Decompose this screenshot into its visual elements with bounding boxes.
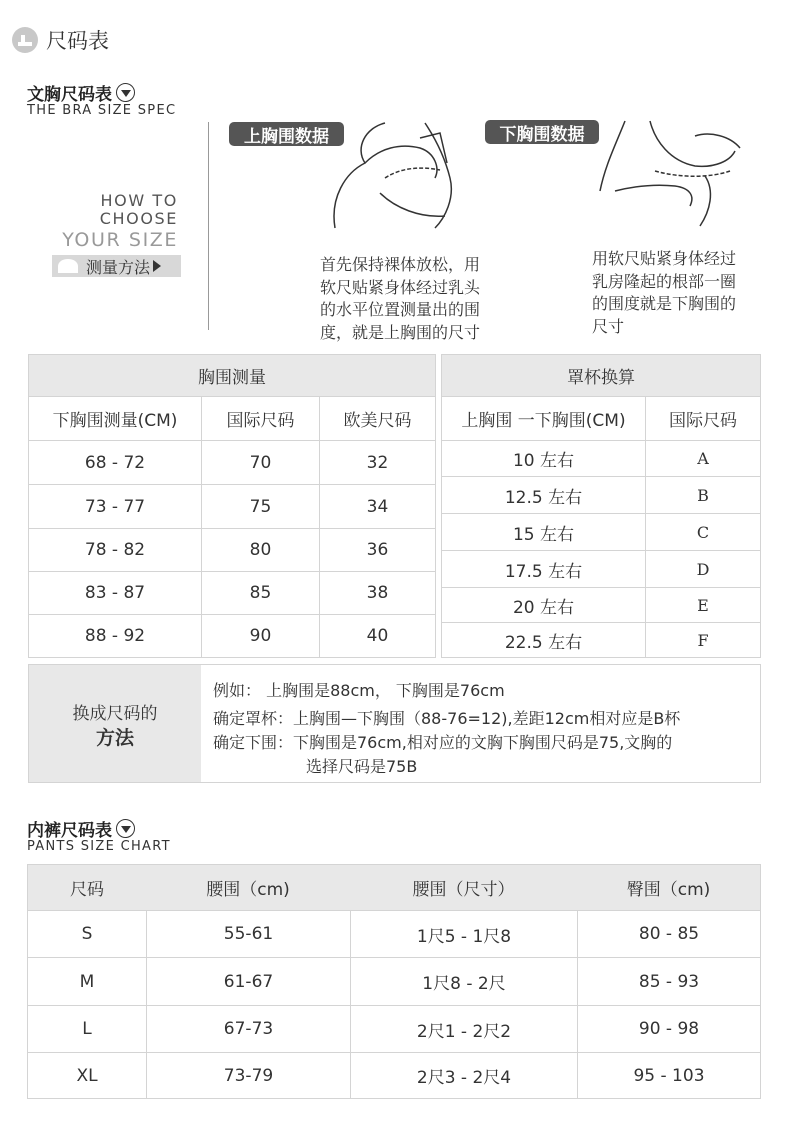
method-line: 例如： 上胸围是88cm， 下胸围是76cm: [213, 681, 505, 700]
table-cell: 38: [366, 583, 389, 603]
table-cell: 32: [366, 452, 389, 473]
cup-table-title: 罩杯换算: [442, 355, 760, 396]
method-label-line-1: 换成尺码的: [72, 704, 158, 724]
table-cell: 12.5 左右: [504, 487, 583, 508]
lower-desc-line: 的围度就是下胸围的: [592, 294, 737, 313]
bust-table-title: 胸围测量: [29, 355, 435, 396]
table-cell: 85: [249, 583, 272, 603]
table-cell: 90: [249, 626, 272, 646]
pants-section-title-text: 内裤尺码表: [27, 821, 112, 841]
table-cell: 83 - 87: [84, 583, 146, 603]
upper-desc-line: 软尺贴紧身体经过乳头: [320, 277, 481, 297]
table-cell: 73 - 77: [84, 496, 146, 517]
table-cell: 40: [366, 626, 389, 646]
bra-section-title-text: 文胸尺码表: [27, 85, 112, 105]
table-cell: 2尺1 - 2尺2: [416, 1021, 512, 1042]
cup-table: [441, 354, 761, 658]
pants-section-subtitle: PANTS SIZE CHART: [27, 839, 171, 854]
bra-section-title: [27, 80, 135, 105]
bust-table-header: 下胸围测量(CM): [52, 411, 178, 431]
pants-table-header: 腰围（尺寸）: [412, 880, 515, 900]
pants-table-header: 臀围（cm): [626, 880, 711, 900]
table-cell: 95 - 103: [633, 1065, 705, 1086]
upper-desc-line: 首先保持裸体放松，用: [320, 255, 481, 274]
measure-method-label: 测量方法: [86, 257, 151, 277]
table-cell: F: [697, 630, 709, 650]
bust-table-header: 国际尺码: [226, 411, 295, 431]
lower-bust-description: [592, 248, 736, 338]
upper-bust-label: 上胸围数据: [229, 122, 344, 146]
page-header: [12, 26, 109, 54]
table-cell: 80: [249, 540, 272, 560]
table-cell: 2尺3 - 2尺4: [416, 1068, 512, 1088]
lower-desc-line: 用软尺贴紧身体经过: [592, 249, 737, 268]
method-label-line-2: 方法: [95, 727, 134, 749]
bra-section-subtitle: THE BRA SIZE SPEC: [27, 103, 177, 118]
lower-desc-line: 乳房隆起的根部一圈: [592, 271, 737, 291]
table-cell: 90 - 98: [638, 1019, 700, 1039]
method-line: 确定下围：下胸围是76cm,相对应的文胸下胸围尺码是75,文胸的: [213, 733, 673, 752]
chevron-down-icon: [116, 83, 135, 102]
bust-table-header: 欧美尺码: [343, 411, 412, 431]
table-cell: 61-67: [223, 971, 274, 992]
lower-bust-figure: [595, 116, 765, 231]
table-cell: D: [696, 559, 710, 579]
table-cell: S: [81, 924, 93, 944]
method-box: [28, 664, 761, 783]
arrow-right-icon: [153, 260, 161, 272]
table-cell: 1尺5 - 1尺8: [416, 926, 512, 947]
measure-method-tag: [52, 255, 181, 277]
pants-table: [27, 864, 761, 1099]
lower-bust-label: 下胸围数据: [485, 120, 599, 144]
table-cell: E: [697, 595, 709, 615]
table-cell: 67-73: [223, 1019, 274, 1039]
table-cell: A: [697, 449, 709, 468]
divider: [208, 122, 209, 330]
table-cell: 70: [249, 452, 272, 473]
table-cell: 73-79: [223, 1065, 274, 1086]
table-cell: XL: [76, 1065, 98, 1086]
chevron-down-icon: [116, 819, 135, 838]
method-label: [29, 665, 201, 782]
upper-bust-description: [320, 254, 480, 344]
howto-line-1: HOW TO: [100, 191, 178, 210]
method-line: 确定罩杯：上胸围—下胸围（88-76=12),差距12cm相对应是B杯: [213, 709, 681, 728]
howto-line-3: YOUR SIZE: [62, 229, 178, 251]
table-cell: 88 - 92: [84, 626, 146, 646]
table-cell: 20 左右: [512, 597, 575, 618]
howto-line-2: CHOOSE: [99, 209, 178, 228]
upper-desc-line: 度，就是上胸围的尺寸: [320, 322, 481, 342]
table-cell: 17.5 左右: [504, 561, 583, 582]
table-cell: 36: [366, 540, 389, 560]
pants-section-title: [27, 816, 135, 841]
tape-measure-icon: [58, 259, 78, 273]
table-cell: M: [79, 971, 95, 992]
table-cell: 80 - 85: [638, 924, 700, 944]
table-cell: 78 - 82: [84, 540, 146, 560]
table-cell: 68 - 72: [84, 452, 146, 473]
lower-desc-line: 尺寸: [592, 316, 625, 336]
table-cell: 34: [366, 496, 389, 517]
table-cell: B: [697, 485, 709, 505]
cup-table-header: 国际尺码: [669, 411, 737, 431]
table-cell: 22.5 左右: [504, 632, 583, 653]
table-cell: 85 - 93: [638, 971, 700, 992]
table-cell: 15 左右: [512, 524, 575, 545]
table-cell: C: [696, 522, 710, 542]
table-cell: 55-61: [223, 924, 274, 944]
table-cell: 10 左右: [512, 451, 575, 471]
table-cell: 1尺8 - 2尺: [422, 974, 506, 994]
table-cell: 75: [249, 496, 272, 517]
upper-desc-line: 的水平位置测量出的围: [320, 300, 481, 319]
cup-table-header: 上胸围 一下胸围(CM): [461, 411, 626, 431]
upper-bust-figure: [325, 118, 465, 238]
pants-table-header: 尺码: [70, 880, 104, 900]
size-chart-icon: [12, 27, 38, 53]
method-line: 选择尺码是75B: [306, 757, 418, 776]
bust-table: [28, 354, 436, 658]
table-cell: L: [82, 1019, 92, 1039]
page-title: 尺码表: [46, 29, 109, 53]
pants-table-header: 腰围（cm): [206, 880, 290, 900]
